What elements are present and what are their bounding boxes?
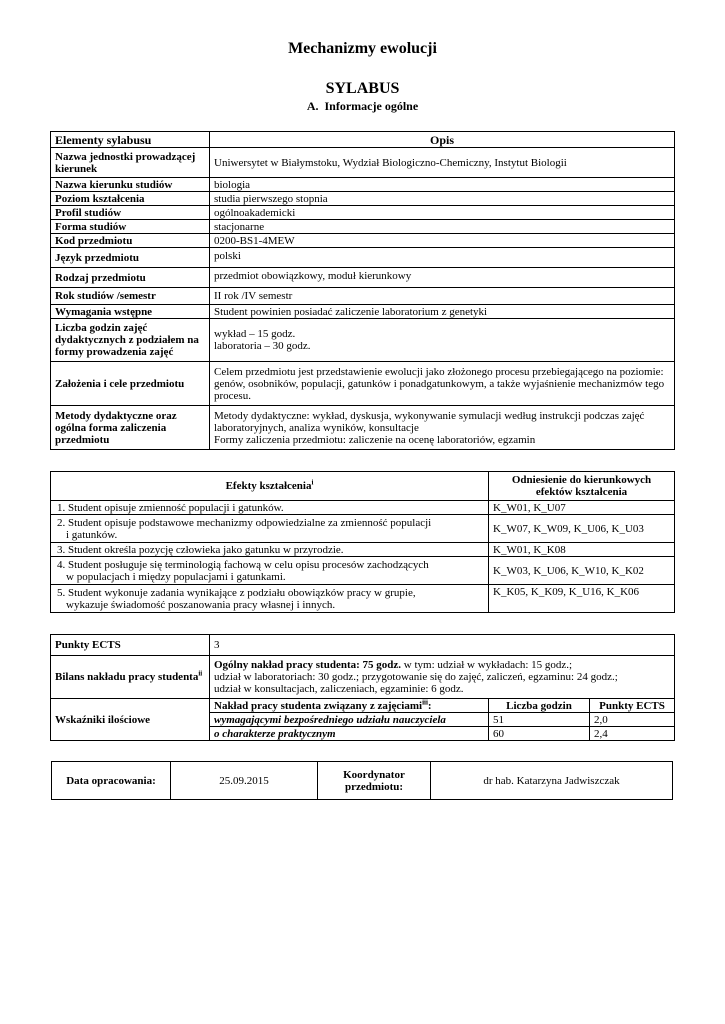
info-label: Poziom kształcenia — [51, 192, 210, 206]
ects-points-header: Punkty ECTS — [590, 699, 675, 713]
info-label: Forma studiów — [51, 220, 210, 234]
assessment-forms: Formy zaliczenia przedmiotu: zaliczenie na ocenę laboratoriów, egzamin — [214, 433, 536, 446]
outcome-reference: K_W01, K_K08 — [489, 543, 675, 557]
info-value: stacjonarne — [210, 220, 675, 234]
outcome-reference: K_W01, K_U07 — [489, 501, 675, 515]
info-value: Uniwersytet w Białymstoku, Wydział Biologiczno-Chemiczny, Instytut Biologii — [210, 148, 675, 178]
info-value: Student powinien posiadać zaliczenie laboratorium z genetyki — [210, 305, 675, 319]
info-label: Profil studiów — [51, 206, 210, 220]
workload-total: Ogólny nakład pracy studenta: 75 godz. — [214, 659, 402, 671]
outcome-text-cont: w populacjach i między populacjami i gatunkami. — [66, 570, 286, 583]
info-value: studia pierwszego stopnia — [210, 192, 675, 206]
reference-header: Odniesienie do kierunkowych efektów kształcenia — [489, 472, 675, 501]
info-label: Nazwa jednostki prowadzącej kierunek — [51, 148, 210, 178]
outcome-text: 5. Student wykonuje zadania wynikające z podziału obowiązków pracy w grupie, — [57, 586, 416, 599]
outcome-reference: K_W07, K_W09, K_U06, K_U03 — [489, 515, 675, 543]
footnote-marker: ii — [198, 669, 203, 678]
indicators-label: Wskaźniki ilościowe — [51, 699, 210, 741]
general-info-table — [50, 131, 675, 450]
document-title: Mechanizmy ewolucji — [288, 40, 437, 57]
indicator-hours: 60 — [489, 727, 590, 741]
ects-points-value: 3 — [210, 635, 675, 656]
coordinator-label: Koordynator przedmiotu: — [318, 762, 431, 800]
outcome-row — [51, 515, 489, 543]
info-label: Nazwa kierunku studiów — [51, 178, 210, 192]
info-label: Metody dydaktyczne oraz ogólna forma zaliczenia przedmiotu — [51, 406, 210, 450]
info-label: Rok studiów /semestr — [51, 288, 210, 305]
workload-balance-value — [210, 656, 675, 699]
outcome-row — [51, 501, 489, 515]
info-label: Założenia i cele przedmiotu — [51, 362, 210, 406]
indicators-header: Nakład pracy studenta związany z zajęciami$^{iii}$: — [210, 699, 489, 713]
outcome-text: 3. Student określa pozycję człowieka jako gatunku w przyrodzie. — [57, 543, 344, 556]
outcome-row — [51, 543, 489, 557]
workload-line: w tym: udział w wykładach: 15 godz.; — [401, 659, 573, 671]
workload-line: udział w laboratoriach: 30 godz.; przygotowanie się do zajęć, zaliczeń, egzaminu: 24 godz.; — [214, 671, 618, 683]
teaching-methods: Metody dydaktyczne: wykład, dyskusja, wykonywanie symulacji według instrukcji podczas zajęć laboratoryjnych, analiza wyników, konsultacje — [214, 409, 645, 434]
outcome-text: 1. Student opisuje zmienność populacji i gatunków. — [57, 501, 284, 514]
date-label: Data opracowania: — [52, 762, 171, 800]
footer-table — [51, 761, 673, 800]
info-value — [210, 406, 675, 450]
info-label: Język przedmiotu — [51, 248, 210, 268]
outcomes-header-label: Efekty kształcenia — [225, 480, 312, 492]
footnote-marker: iii — [422, 697, 428, 706]
hours-header: Liczba godzin — [489, 699, 590, 713]
info-header-description: Opis — [210, 132, 675, 148]
section-heading: A. Informacje ogólne — [306, 99, 419, 113]
indicator-ects: 2,0 — [590, 713, 675, 727]
info-label: Wymagania wstępne — [51, 305, 210, 319]
outcome-text-cont: i gatunków. — [66, 528, 118, 541]
hours-laboratory: laboratoria – 30 godz. — [214, 340, 311, 352]
info-label: Liczba godzin zajęć dydaktycznych z podziałem na formy prowadzenia zajęć — [51, 319, 210, 362]
info-value: polski — [210, 248, 675, 268]
outcome-row — [51, 557, 489, 585]
workload-balance-label: Bilans nakładu pracy studenta$^{ii}$ — [51, 656, 210, 699]
outcome-text: 2. Student opisuje podstawowe mechanizmy odpowiedzialne za zmienność populacji — [57, 516, 432, 529]
hours-lecture: wykład – 15 godz. — [214, 328, 296, 340]
coordinator-value: dr hab. Katarzyna Jadwiszczak — [431, 762, 673, 800]
outcome-reference: K_W03, K_U06, K_W10, K_K02 — [489, 557, 675, 585]
info-value: 0200-BS1-4MEW — [210, 234, 675, 248]
outcomes-header — [51, 472, 489, 501]
outcome-reference: K_K05, K_K09, K_U16, K_K06 — [489, 585, 675, 613]
workload-line: udział w konsultacjach, zaliczeniach, egzaminie: 6 godz. — [214, 683, 464, 695]
info-value: II rok /IV semestr — [210, 288, 675, 305]
info-label: Rodzaj przedmiotu — [51, 268, 210, 288]
info-value: Celem przedmiotu jest przedstawienie ewolucji jako złożonego procesu przebiegającego na poziomie: genów, osobników, populacji, gatunków i ponadgatunkowym, a także wyjaśnienie mechanizmów tego procesu. — [210, 362, 675, 406]
ects-table — [50, 634, 675, 741]
info-value: przedmiot obowiązkowy, moduł kierunkowy — [210, 268, 675, 288]
indicator-name: o charakterze praktycznym — [210, 727, 489, 741]
indicator-name: wymagającymi bezpośredniego udziału nauczyciela — [210, 713, 489, 727]
indicator-hours: 51 — [489, 713, 590, 727]
outcome-text: 4. Student posługuje się terminologią fachową w celu opisu procesów zachodzących — [57, 558, 429, 571]
outcome-row — [51, 585, 489, 613]
date-value: 25.09.2015 — [171, 762, 318, 800]
info-value — [210, 319, 675, 362]
indicator-ects: 2,4 — [590, 727, 675, 741]
info-header-elements: Elementy sylabusu — [51, 132, 210, 148]
info-value: ogólnoakademicki — [210, 206, 675, 220]
info-value: biologia — [210, 178, 675, 192]
info-label: Kod przedmiotu — [51, 234, 210, 248]
footnote-marker: i — [311, 478, 314, 487]
document-subtitle: SYLABUS — [325, 80, 400, 97]
outcome-text-cont: wykazuje świadomość poszanowania pracy własnej i innych. — [66, 598, 336, 611]
ects-points-label: Punkty ECTS — [51, 635, 210, 656]
learning-outcomes-table — [50, 471, 675, 613]
